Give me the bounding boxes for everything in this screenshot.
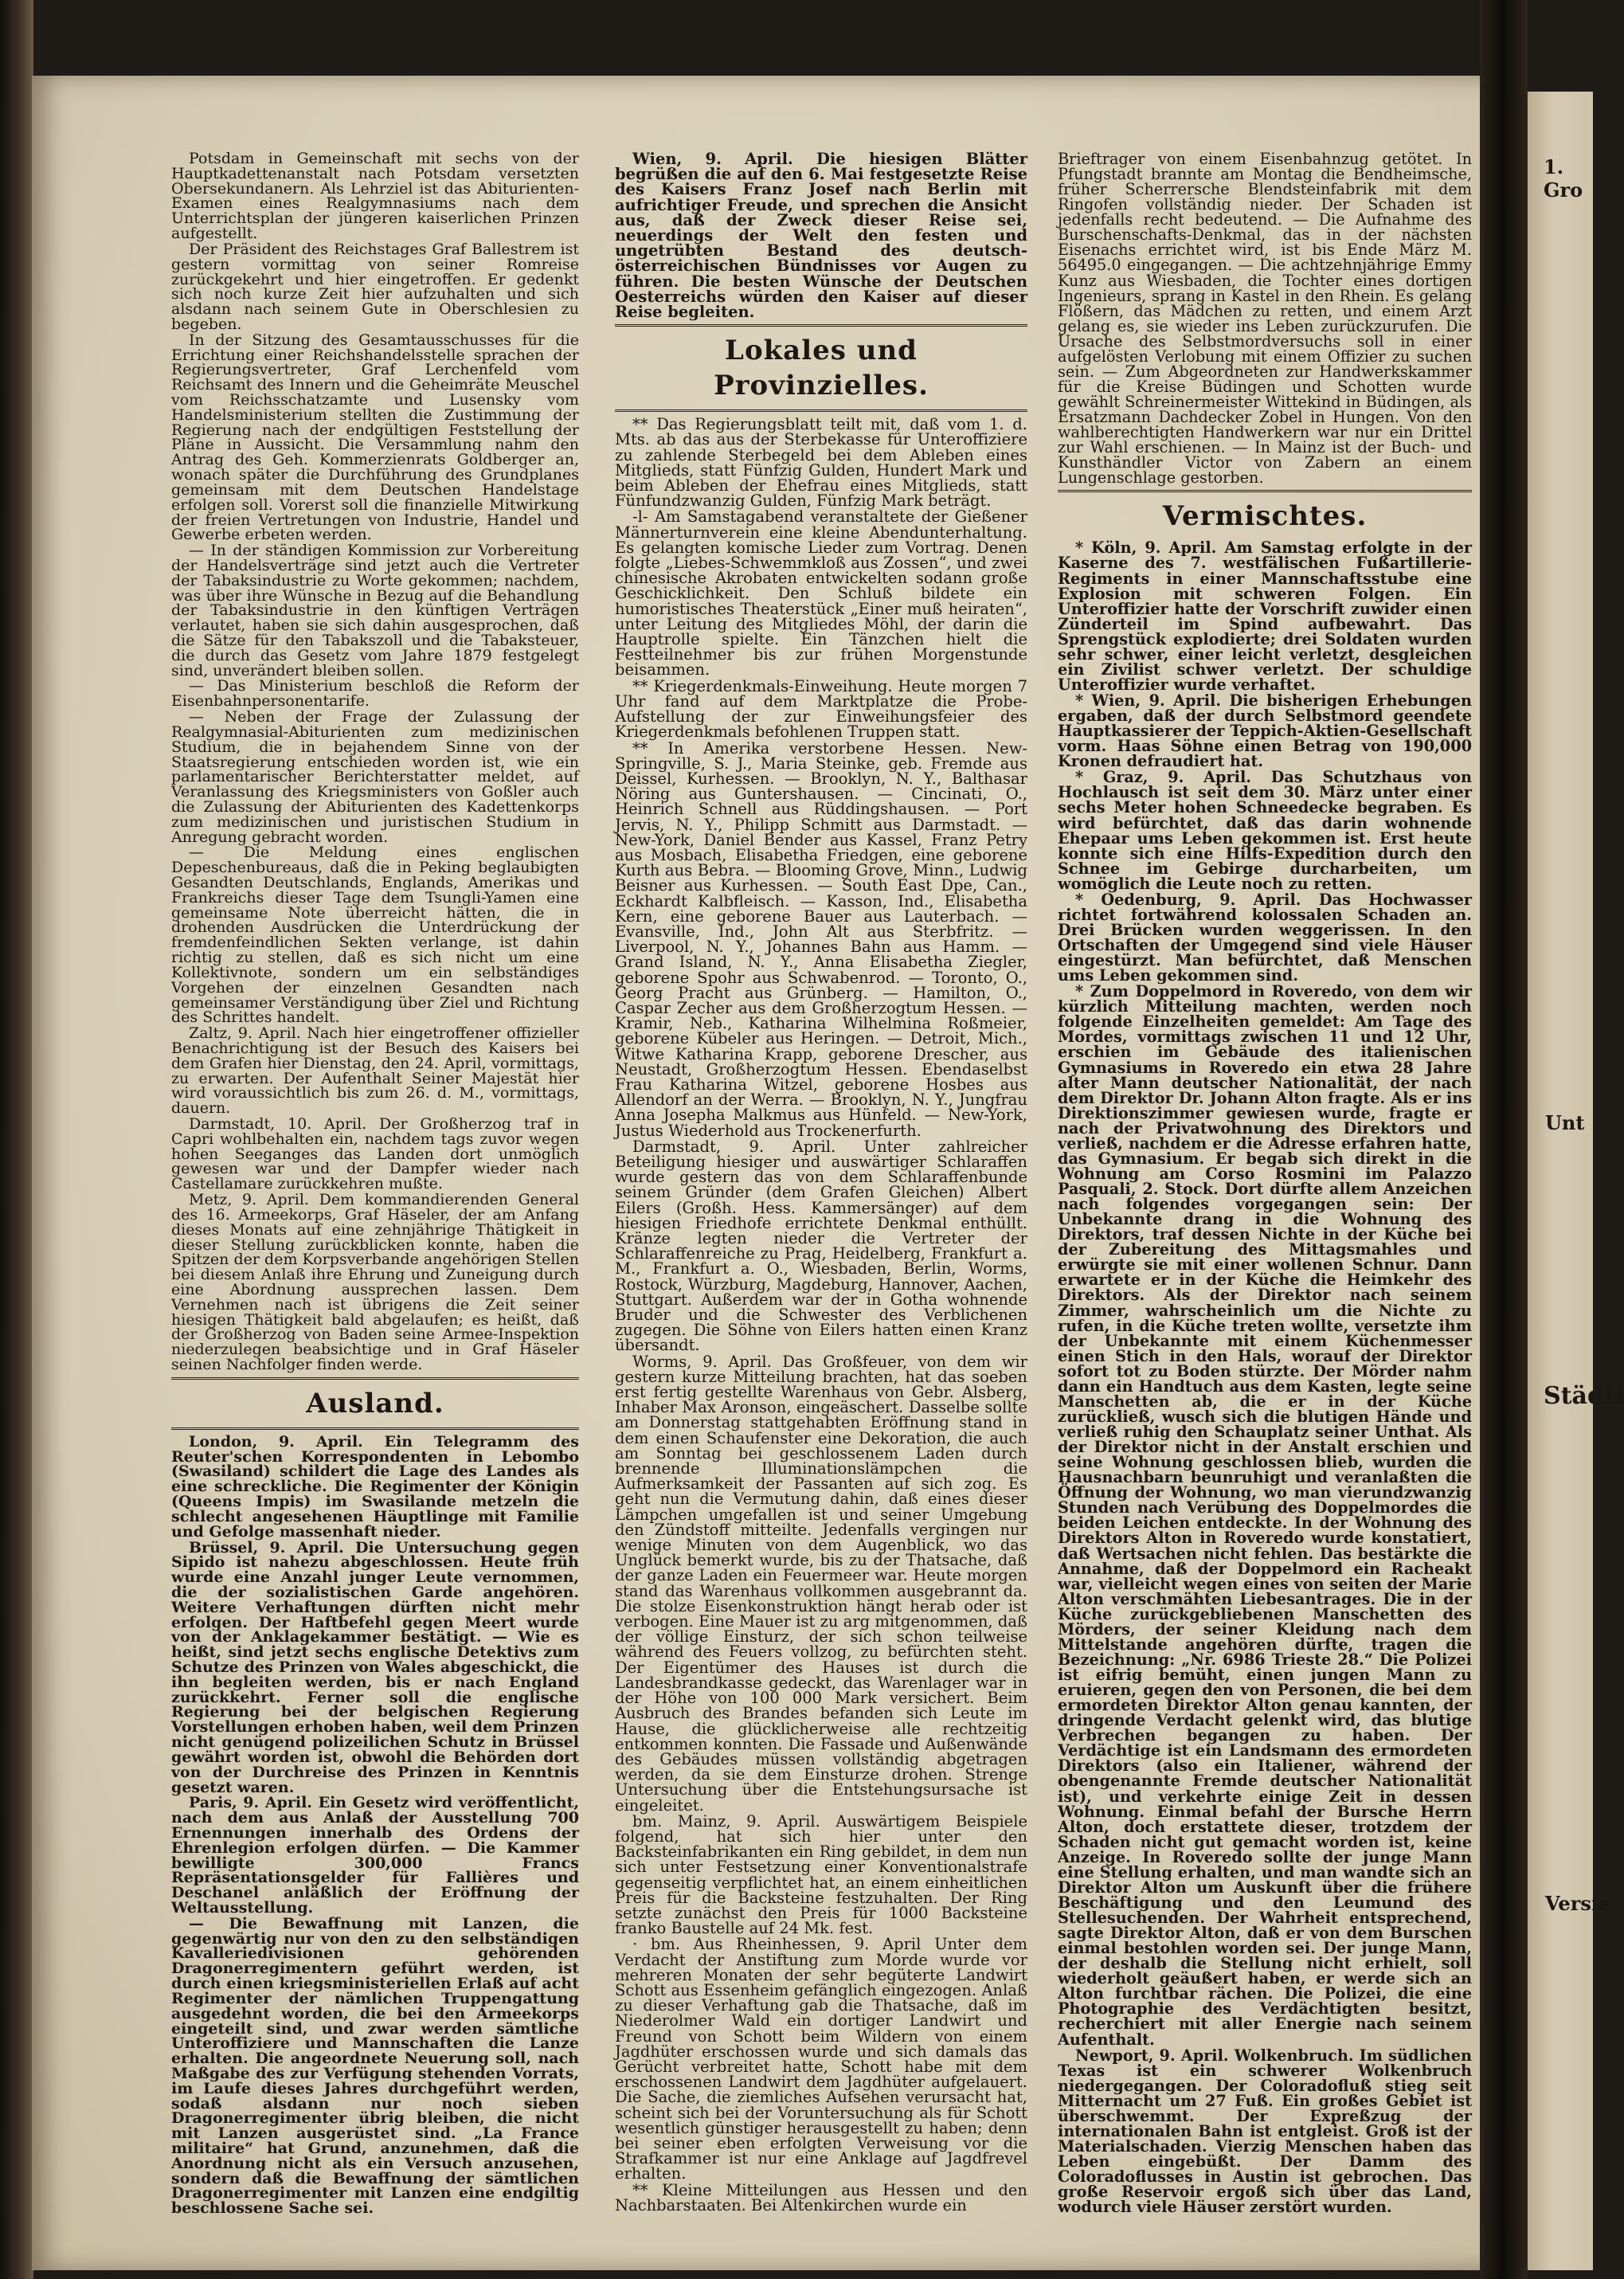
adjacent-page-fragment: Städti: [1544, 1382, 1624, 1410]
adjacent-page-fragment: Unt: [1545, 1111, 1585, 1134]
article-paragraph: — Die Meldung eines englischen Depeschenbureaus, daß die in Peking beglaubigten Gesandten Deutschlands, Englands, Amerikas und Frankreichs dieser Tage dem Tsungli-Yamen eine gemeinsame Note überreicht hätten, die in drohenden Ausdrücken die Unterdrückung der fremdenfeindlichen Sekten verlange, ist dahin richtig zu stellen, daß es sich nicht um eine Kollektivnote, sondern um ein selbständiges Vorgehen der einzelnen Gesandten nach gemeinsamer Verständigung über Ziel und Richtung des Schrittes handelt.: [171, 844, 579, 1027]
column-3: [1058, 151, 1472, 2215]
section-heading-vermischtes: Vermischtes.: [1162, 500, 1368, 533]
section-rule: [615, 409, 1027, 412]
section-rule: [615, 324, 1027, 327]
article-paragraph: — Die Bewaffnung mit Lanzen, die gegenwärtig nur von den zu den selbständigen Kavalleriedivisionen gehörenden Dragonerregimentern geführt werden, ist durch einen kriegsministeriellen Erlaß auf acht Regimenter der nämlichen Truppengattung ausgedehnt worden, die bei den Armeekorps eingeteilt sind, und zwar werden sämtliche Unteroffiziere und Mannschaften die Lanze erhalten. Die angeordnete Neuerung soll, nach Maßgabe des zur Verfügung stehenden Vorrats, im Laufe dieses Jahres durchgeführt werden, sodaß alsdann nur noch sieben Dragonerregimenter übrig bleiben, die nicht mit Lanzen ausgerüstet sind. „La France militaire“ hat Grund, anzunehmen, daß die Anordnung nicht als ein Versuch anzusehen, sondern daß die Bewaffnung der sämtlichen Dragonerregimenter mit Lanzen eine endgiltig beschlossene Sache sei.: [171, 1914, 579, 2218]
section-heading-lokales: Lokales und Provinzielles.: [714, 335, 929, 402]
article-paragraph: — Neben der Frage der Zulassung der Realgymnasial-Abiturienten zum medizinischen Studium, die in bejahendem Sinne von der Staatsregierung entschieden worden ist, wie ein parlamentarischer Berichterstatter meldet, auf Veranlassung des Kriegsministers von Goßler auch die Zulassung der Abiturienten des Kadettenkorps zum medizinischen und juristischen Studium in Anregung gebracht worden.: [171, 708, 579, 846]
article-paragraph: Der Präsident des Reichstages Graf Ballestrem ist gestern vormittag von seiner Romreise zurückgekehrt und hier eingetroffen. Er gedenkt sich noch kurze Zeit hier aufzuhalten und sich alsdann nach seinem Gute in Oberschlesien zu begeben.: [171, 240, 579, 333]
article-paragraph: In der Sitzung des Gesamtausschusses für die Errichtung einer Reichshandelsstelle sprachen der Regierungsvertreter, Graf Lerchenfeld vom Reichsamt des Innern und die Geheimräte Meuschel vom Reichsschatzamte und Lusensky vom Handelsministerium stellten die Zustimmung der Regierung nach der endgültigen Feststellung der Pläne in Aussicht. Die Versammlung nahm den Antrag des Geh. Kommerzienrats Goldberger an, wonach später die Durchführung des Grundplanes gemeinsam mit dem Deutschen Handelstage erfolgen soll. Vorerst soll die finanzielle Mitwirkung der freien Vertretungen von Industrie, Handel und Gewerbe erbeten werden.: [171, 331, 579, 544]
article-continued: Brieftrager von einem Eisenbahnzug getötet. In Pfungstadt brannte am Montag die Bendheimsche, früher Scherrersche Blendsteinfabrik mit dem Ringofen vollständig nieder. Der Schaden ist jedenfalls recht bedeutend. — Die Aufnahme des Burschenschafts-Denkmal, das in der nächsten Eisenachs errichtet wird, ist bis Ende März M. 56495.0 eingegangen. — Die achtzehnjährige Emmy Kunz aus Wiesbaden, die Tochter eines dortigen Ingenieurs, sprang in Kastel in den Rhein. Es gelang Flößern, das Mädchen zu retten, und einem Arzt gelang es, sie wieder ins Leben zurückzurufen. Die Ursache des Selbstmordversuchs soll in einer aufgelösten Verlobung mit einem Offizier zu suchen sein. — Zum Abgeordneten zur Handwerkskammer für die Kreise Büdingen und Schotten wurde gewählt Schreinermeister Wittekind in Büdingen, als Ersatzmann Dachdecker Zobel in Hungen. Von den wahlberechtigten Handwerkern war nur ein Drittel zur Wahl erschienen. — In Mainz ist der Buch- und Kunsthändler Victor von Zabern an einem Lungenschlage gestorben.: [1058, 150, 1472, 488]
adjacent-page-edge: [1528, 92, 1624, 2270]
article-paragraph: ** In Amerika verstorbene Hessen. New-Springville, S. J., Maria Steinke, geb. Fremde aus Deissel, Kurhessen. — Brooklyn, N. Y., Balthasar Nöring aus Guntershausen. — Cincinati, O., Heinrich Schnell aus Rüddingshausen. — Port Jervis, N. Y., Philipp Schmitt aus Darmstadt. — New-York, Daniel Bender aus Kassel, Franz Petry aus Mosbach, Elisabetha Friedgen, eine geborene Kurth aus Bebra. — Blooming Grove, Minn., Ludwig Beisner aus Kurhessen. — South East Dpe, Can., Eckhardt Kalbfleisch. — Kasson, Ind., Elisabetha Kern, eine geborene Bauer aus Lauterbach. — Evansville, Ind., John Alt aus Sterbfritz. — Liverpool, N. Y., Johannes Bahn aus Hamm. — Grand Island, N. Y., Anna Elisabetha Ziegler, geborene Spohr aus Schwabenrod. — Toronto, O., Georg Pracht aus Grünberg. — Hamilton, O., Caspar Zecher aus dem Großherzogtum Hessen. — Kramir, Neb., Katharina Wilhelmina Roßmeier, geborene Kübeler aus Heringen. — Detroit, Mich., Witwe Katharina Krapp, geborene Drescher, aus Neustadt, Großherzogtum Hessen. Ebendaselbst Frau Katharina Witzel, geborene Hosbes aus Allendorf an der Werra. — Brooklyn, N. Y., Jungfrau Anna Josepha Malkmus aus Hünfeld. — New-York, Justus Wiederhold aus Trockenerfurth.: [615, 738, 1027, 1140]
article-paragraph: * Zum Doppelmord in Roveredo, von dem wir kürzlich Mitteilung machten, werden noch folgende Einzelheiten gemeldet: Am Tage des Mordes, vormittags zwischen 11 und 12 Uhr, erschien im Gebäude des italienischen Gymnasiums in Roveredo ein etwa 28 Jahre alter Mann deutscher Nationalität, der nach dem Direktor Dr. Johann Alton fragte. Als er ins Direktionszimmer gewiesen wurde, fragte er nach der Privatwohnung des Direktors und verließ, nachdem er die Adresse erfahren hatte, das Gymnasium. Er begab sich direkt in die Wohnung am Corso Rosmini im Palazzo Pasquali, 2. Stock. Dort dürfte allem Anzeichen nach folgendes vorgegangen sein: Der Unbekannte drang in die Wohnung des Direktors, traf dessen Nichte in der Küche bei der Zubereitung des Mittagsmahles und erwürgte sie mit einer wollenen Schnur. Dann erwartete er in der Küche die Heimkehr des Direktors. Als der Direktor nach seinem Zimmer, wahrscheinlich um die Nichte zu rufen, in die Küche treten wollte, versetzte ihm der Unbekannte mit einem Küchenmesser einen Stich in den Hals, worauf der Direktor sofort tot zu Boden stürzte. Der Mörder nahm dann ein Handtuch aus dem Kasten, legte seine Manschetten ab, die er in der Küche zurückließ, wusch sich die blutigen Hände und verließ ruhig den Schauplatz seiner Unthat. Als der Direktor nicht in der Anstalt erschien und seine Wohnung geschlossen blieb, wurden die Hausnachbarn beunruhigt und veranlaßten die Öffnung der Wohnung, wo man vierundzwanzig Stunden nach Verübung des Doppelmordes die beiden Leichen entdeckte. In der Wohnung des Direktors Alton in Roveredo wurde konstatiert, daß Wertsachen nicht fehlen. Das bestärkte die Annahme, daß der Doppelmord ein Racheakt war, vielleicht wegen eines von seiten der Marie Alton verschmähten Liebesantrages. Die in der Küche zurückgebliebenen Manschetten des Mörders, der seiner Kleidung nach dem Mittelstande angehören dürfte, tragen die Bezeichnung: „Nr. 6986 Trieste 28.“ Die Polizei ist eifrig bemüht, einen jungen Mann zu eruieren, gegen den von Personen, die bei dem ermordeten Direktor Alton genau kannten, der dringende Verdacht gelenkt wird, das blutige Verbrechen begangen zu haben. Der Verdächtige ist ein Landsmann des ermordeten Direktors (also ein Italiener, während der obengenannte Fremde deutscher Nationalität ist), und verkehrte einige Zeit in dessen Wohnung. Einmal befahl der Bursche Herrn Alton, doch erstattete dieser, trotzdem der Schaden nicht gut gemacht worden ist, keine Anzeige. In Roveredo sollte der junge Mann eine Stellung erhalten, und man wandte sich an Direktor Alton um Auskunft über die frühere Beschäftigung und den Leumund des Stellesuchenden. Der Wahrheit entsprechend, sagte Direktor Alton, daß er von dem Burschen einmal bestohlen worden sei. Der junge Mann, der deshalb die Stellung nicht erhielt, soll wiederholt geäußert haben, er werde sich an Alton furchtbar rächen. Die Polizei, die eine Photographie des Verdächtigten besitzt, recherchiert mit aller Energie nach seinem Aufenthalt.: [1058, 982, 1472, 2049]
section-rule: [171, 1377, 579, 1380]
section-rule: [171, 1427, 579, 1430]
article-paragraph: Paris, 9. April. Ein Gesetz wird veröffentlicht, nach dem aus Anlaß der Ausstellung 700 Ernennungen innerhalb des Ordens der Ehrenlegion erfolgen dürfen. — Die Kammer bewilligte 300,000 Francs Repräsentationsgelder für Fallières und Deschanel anläßlich der Eröffnung der Weltausstellung.: [171, 1794, 579, 1917]
article-paragraph: ** Das Regierungsblatt teilt mit, daß vom 1. d. Mts. ab das aus der Sterbekasse für Unteroffiziere zu zahlende Sterbegeld bei dem Ableben eines Mitglieds, statt Fünfzig Gulden, Hundert Mark und beim Ableben der Ehefrau eines Mitglieds, statt Fünfundzwanzig Gulden, Fünfzig Mark beträgt.: [615, 415, 1027, 511]
page-gutter: [1480, 0, 1528, 2279]
article-paragraph: * Wien, 9. April. Die bisherigen Erhebungen ergaben, daß der durch Selbstmord geendete Hauptkassierer der Teppich-Aktien-Gesellschaft vorm. Haas Söhne einen Betrag von 190,000 Kronen defraudiert hat.: [1058, 691, 1472, 771]
article-paragraph: Potsdam in Gemeinschaft mit sechs von der Hauptkadettenanstalt nach Potsdam versetzten Obersekundanern. Als Lehrziel ist das Abiturienten-Examen eines Realgymnasiums nach dem Unterrichtsplan der jüngeren kaiserlichen Prinzen aufgestellt.: [171, 150, 579, 243]
article-paragraph: Darmstadt, 9. April. Unter zahlreicher Beteiligung hiesiger und auswärtiger Schlaraffen wurde gestern das von dem Schlaraffenbunde seinem Gründer (dem Grafen Gleichen) Albert Eilers (Großh. Hess. Kammersänger) auf dem hiesigen Friedhofe errichtete Denkmal enthüllt. Kränze legten nieder die Vertreter der Schlaraffenreiche zu Prag, Heidelberg, Frankfurt a. M., Frankfurt a. O., Wiesbaden, Berlin, Worms, Rostock, Würzburg, Magdeburg, Hannover, Aachen, Stuttgart. Außerdem war der in Gotha wohnende Bruder und die Schwester des Verblichenen zugegen. Die Söhne von Eilers hatten einen Kranz übersandt.: [615, 1137, 1027, 1355]
adjacent-page-header: 1. Gro: [1544, 155, 1583, 202]
column-2: [615, 151, 1027, 2214]
section-rule: [1058, 490, 1472, 492]
column-1: [171, 151, 579, 2217]
article-paragraph: Metz, 9. April. Dem kommandierenden General des 16. Armeekorps, Graf Häseler, der am Anfang dieses Monats auf eine zehnjährige Thätigkeit in dieser Stellung zurückblicken konnte, haben die Spitzen der dem Korpsverbande angehörigen Stellen bei diesem Anlaß ihre Ehrung und Zuneigung durch eine Abordnung aussprechen lassen. Dem Vernehmen nach ist übrigens die Zeit seiner hiesigen Thätigkeit bald abgelaufen; es heißt, daß der Großherzog von Baden seine Armee-Inspektion niederzulegen beabsichtige und in Graf Häseler seinen Nachfolger finden werde.: [171, 1191, 579, 1373]
article-paragraph: Newport, 9. April. Wolkenbruch. Im südlichen Texas ist ein schwerer Wolkenbruch niedergegangen. Der Coloradofluß stieg seit Mitternacht um 27 Fuß. Ein großes Gebiet ist überschwemmt. Der Expreßzug der internationalen Bahn ist entgleist. Groß ist der Materialschaden. Vierzig Menschen haben das Leben eingebüßt. Der Damm des Coloradoflusses in Austin ist gebrochen. Das große Reservoir ergoß sich über das Land, wodurch viele Häuser zerstört wurden.: [1058, 2046, 1472, 2217]
article-paragraph: Brüssel, 9. April. Die Untersuchung gegen Sipido ist nahezu abgeschlossen. Heute früh wurde eine Anzahl junger Leute vernommen, die der sozialistischen Garde angehören. Weitere Verhaftungen dürften nicht mehr erfolgen. Der Haftbefehl gegen Meert wurde von der Anklagekammer bestätigt. — Wie es heißt, sind jetzt sechs englische Detektivs zum Schutze des Prinzen von Wales abgeschickt, die ihn begleiten werden, bis er nach England zurückkehrt. Ferner soll die englische Regierung bei der belgischen Regierung Vorstellungen erhoben haben, weil dem Prinzen nicht genügend polizeilichen Schutz in Brüssel gewährt worden ist, obwohl die Behörden dort von der Durchreise des Prinzen in Kenntnis gesetzt waren.: [171, 1538, 579, 1796]
adjacent-page-fragment: Versie: [1545, 1892, 1611, 1915]
article-paragraph: ** Kleine Mitteilungen aus Hessen und den Nachbarstaaten. Bei Altenkirchen wurde ein: [615, 2180, 1027, 2214]
article-paragraph: ** Kriegerdenkmals-Einweihung. Heute morgen 7 Uhr fand auf dem Marktplatze die Probe-Aufstellung der zur Einweihungsfeier des Kriegerdenkmals befohlenen Truppen statt.: [615, 676, 1027, 742]
article-wien: Wien, 9. April. Die hiesigen Blätter begrüßen die auf den 6. Mai festgesetzte Reise des Kaisers Franz Josef nach Berlin mit aufrichtiger Freude, und sprechen die Ansicht aus, daß der Zweck dieser Reise sei, neuerdings der Welt den festen und ungetrübten Bestand des deutsch-österreichischen Bündnisses vor Augen zu führen. Die besten Wünsche der Deutschen Oesterreichs würden den Kaiser auf dieser Reise begleiten.: [615, 150, 1027, 322]
article-paragraph: · bm. Aus Rheinhessen, 9. April Unter dem Verdacht der Anstiftung zum Morde wurde vor mehreren Monaten der sehr begüterte Landwirt Schott aus Essenheim gefänglich eingezogen. Anlaß zu dieser Verhaftung gab die Thatsache, daß im Niederolmer Wald ein dortiger Landwirt und Freund von Schott beim Wildern von einem Jagdhüter erschossen wurde und sich damals das Gerücht verbreitet hatte, Schott habe mit dem erschossenen Landwirt dem Jagdhüter aufgelauert. Die Sache, die ziemliches Aufsehen verursacht hat, scheint sich bei der Voruntersuchung als für Schott wesentlich günstiger herausgestellt zu haben; denn bei seiner eben erfolgten Verweisung vor die Strafkammer ist nur eine Anklage auf Jagdfrevel erhalten.: [615, 1935, 1027, 2183]
article-paragraph: * Oedenburg, 9. April. Das Hochwasser richtet fortwährend kolossalen Schaden an. Drei Brücken wurden weggerissen. In den Ortschaften der Umgegend sind viele Häuser eingestürzt. Man befürchtet, daß Menschen ums Leben gekommen sind.: [1058, 890, 1472, 985]
section-heading-ausland: Ausland.: [306, 1387, 444, 1419]
article-paragraph: -l- Am Samstagabend veranstaltete der Gießener Männerturnverein eine kleine Abendunterhaltung. Es gelangten komische Lieder zum Vortrag. Denen folgte „Liebes-Schwemmkloß aus Zossen“, und zwei chinesische Akrobaten entwickelten sodann große Geschicklichkeit. Den Schluß bildete ein humoristisches Theaterstück „Einer muß heiraten“, unter Leitung des Mitgliedes Möhl, der darin die Hauptrolle spielte. Ein Tänzchen hielt die Festteilnehmer bis zur frühen Morgenstunde beisammen.: [615, 507, 1027, 679]
article-paragraph: Zaltz, 9. April. Nach hier eingetroffener offizieller Benachrichtigung ist der Besuch des Kaisers bei dem Grafen hier Dienstag, den 24. April, vormittags, zu erwarten. Der Aufenthalt Seiner Majestät hier wird voraussichtlich bis zum 26. d. M., vormittags, dauern.: [171, 1024, 579, 1118]
article-paragraph: * Köln, 9. April. Am Samstag erfolgte in der Kaserne des 7. westfälischen Fußartillerie-Regiments in einer Mannschaftsstube eine Explosion mit schweren Folgen. Ein Unteroffizier hatte der Vorschrift zuwider einen Zünderteil im Spind aufbewahrt. Das Sprengstück explodierte; drei Soldaten wurden sehr schwer, einer leicht verletzt, desgleichen ein Zivilist schwer verletzt. Der schuldige Unteroffizier wurde verhaftet.: [1058, 538, 1472, 694]
book-binding-edge: [0, 0, 33, 2279]
article-paragraph: bm. Mainz, 9. April. Auswärtigem Beispiele folgend, hat sich hier unter den Backsteinfabrikanten ein Ring gebildet, in dem nun sich unter Festsetzung einer Konventionalstrafe gegenseitig verpflichtet hat, an einem einheitlichen Preis für die Backsteine festzuhalten. Der Ring setzte zunächst den Preis für 1000 Backsteine franko Baustelle auf 24 Mk. fest.: [615, 1811, 1027, 1938]
article-paragraph: * Graz, 9. April. Das Schutzhaus von Hochlausch ist seit dem 30. März unter einer sechs Meter hohen Schneedecke begraben. Es wird befürchtet, daß das darin wohnende Ehepaar ums Leben gekommen ist. Erst heute konnte sich eine Hilfs-Expedition durch den Schnee im Gebirge durcharbeiten, um womöglich die Leute noch zu retten.: [1058, 768, 1472, 893]
article-paragraph: Worms, 9. April. Das Großfeuer, von dem wir gestern kurze Mitteilung brachten, hat das soeben erst fertig gestellte Warenhaus von Gebr. Alsberg, Inhaber Max Aronson, eingeäschert. Dasselbe sollte am Donnerstag stattgehabten Eröffnung stand in dem einen Schaufenster eine Dekoration, die auch am Sonntag bei geschlossenem Laden durch brennende Illuminationslämpchen die Aufmerksamkeit der Passanten auf sich zog. Es geht nun die Vermutung dahin, daß eines dieser Lämpchen umgefallen ist und seiner Umgebung den Zündstoff mitteilte. Jedenfalls vergingen nur wenige Minuten von dem Augenblick, wo das Unglück bemerkt wurde, bis zu der Thatsache, daß der ganze Laden ein Feuermeer war. Heute morgen stand das Warenhaus vollkommen ausgebrannt da. Die stolze Eisenkonstruktion hängt herab oder ist verbogen. Eine Mauer ist zu arg mitgenommen, daß der völlige Einsturz, der sich schon teilweise während des Feuers vollzog, zu befürchten steht. Der Eigentümer des Hauses ist durch die Landesbrandkasse gedeckt, das Warenlager war in der Höhe von 100 000 Mark versichert. Beim Ausbruch des Brandes befanden sich Leute im Hause, die glücklicherweise alle rechtzeitig entkommen konnten. Die Fassade und Außenwände des Gebäudes müssen vollständig abgetragen werden, da sie dem Einsturze drohen. Strenge Untersuchung über die Entstehungsursache ist eingeleitet.: [615, 1352, 1027, 1815]
article-paragraph: — In der ständigen Kommission zur Vorbereitung der Handelsverträge sind jetzt auch die Vertreter der Tabaksindustrie zu Worte gekommen; nachdem, was über ihre Wünsche in Bezug auf die Behandlung der Tabaksindustrie in den künftigen Verträgen verlautet, haben sie sich dahin ausgesprochen, daß die Sätze für den Tabakszoll und die Tabaksteuer, die durch das Gesetz vom Jahre 1879 festgelegt sind, unverändert bleiben sollen.: [171, 542, 579, 679]
article-paragraph: — Das Ministerium beschloß die Reform der Eisenbahnpersonentarife.: [171, 677, 579, 711]
article-paragraph: London, 9. April. Ein Telegramm des Reuter'schen Korrespondenten in Lebombo (Swasiland) schildert die Lage des Landes als eine schreckliche. Die Regimenter der Königin (Queens Impis) im Swasilande metzeln die schlecht angesehenen Häuptlinge mit Familie und Gefolge massenhaft nieder.: [171, 1432, 579, 1541]
article-paragraph: Darmstadt, 10. April. Der Großherzog traf in Capri wohlbehalten ein, nachdem tags zuvor wegen hohen Seeganges das Landen dort unmöglich gewesen war und der Dampfer wieder nach Castellamare zurückkehren mußte.: [171, 1115, 579, 1193]
